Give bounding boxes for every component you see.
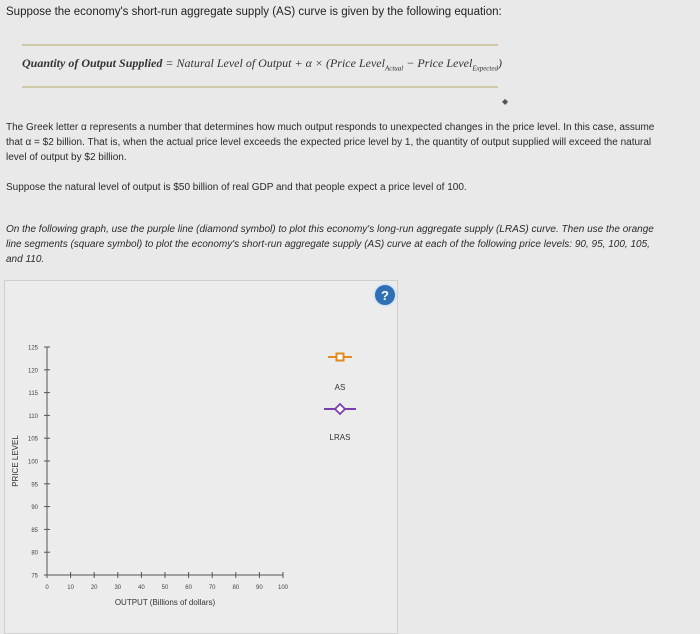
y-tick-label: 125 [27, 345, 38, 352]
instructions: On the following graph, use the purple line (diamond symbol) to plot this economy's long-run aggregate supply (LRAS) curve. Then use the orange line segments (square symbol) to plot the economy's short-run aggregate supply (AS) curve at each of the following price levels: 90, 95, 100, 105, and 110. [6, 224, 654, 265]
x-tick-label: 60 [185, 585, 192, 591]
y-tick-label: 90 [31, 505, 38, 512]
help-icon[interactable]: ? [373, 283, 397, 307]
equation [22, 56, 502, 72]
x-tick-label: 40 [138, 585, 145, 591]
y-tick-label: 80 [31, 550, 38, 557]
equation-equals: = [165, 56, 174, 70]
y-tick-label: 115 [28, 391, 38, 398]
paragraph-alpha: The Greek letter α represents a number that determines how much output responds to unexpected changes in the price level. In this case, assume that α = $2 billion. That is, when the actual price level exceeds the expected price level by 1, the quantity of output supplied will exceed the natural level of output by $2 billion. [6, 122, 655, 163]
x-tick-label: 10 [67, 585, 74, 591]
equation-actual-sub: Actual [384, 64, 404, 73]
y-tick-label: 120 [27, 368, 38, 375]
y-tick-label: 105 [27, 436, 38, 443]
y-tick-label: 85 [31, 527, 38, 534]
equation-lhs: Quantity of Output Supplied [22, 56, 163, 70]
equation-rhs: Natural Level of Output + α × (Price Level [176, 56, 385, 70]
x-tick-label: 50 [161, 585, 169, 591]
equation-expected-sub: Expected [472, 64, 498, 73]
legend-lras-label: LRAS [329, 433, 351, 442]
y-tick-label: 100 [27, 459, 38, 466]
decorative-mark: ◆ [502, 97, 509, 106]
x-tick-label: 90 [256, 585, 263, 591]
x-tick-label: 70 [208, 585, 216, 591]
paragraph-natural-level: Suppose the natural level of output is $50 billion of real GDP and that people expect a price level of 100. [6, 182, 467, 193]
y-axis-label: PRICE LEVEL [11, 435, 20, 487]
equation-minus: − Price Level [403, 56, 473, 70]
x-tick-label: 20 [90, 585, 98, 591]
graph-panel[interactable] [4, 280, 398, 634]
x-axis-label: OUTPUT (Billions of dollars) [114, 598, 216, 607]
x-tick-label: 80 [232, 585, 240, 591]
y-tick-label: 95 [31, 482, 38, 489]
intro-text: Suppose the economy's short-run aggregate supply (AS) curve is given by the following equation: [6, 6, 502, 18]
legend-as-label: AS [334, 383, 346, 392]
equation-close: ) [497, 56, 502, 70]
x-tick-label: 0 [45, 585, 49, 591]
x-tick-label: 100 [277, 585, 289, 591]
x-tick-label: 30 [114, 585, 122, 591]
y-tick-label: 75 [31, 573, 38, 580]
y-tick-label: 110 [28, 413, 38, 420]
equation-box [22, 44, 502, 88]
